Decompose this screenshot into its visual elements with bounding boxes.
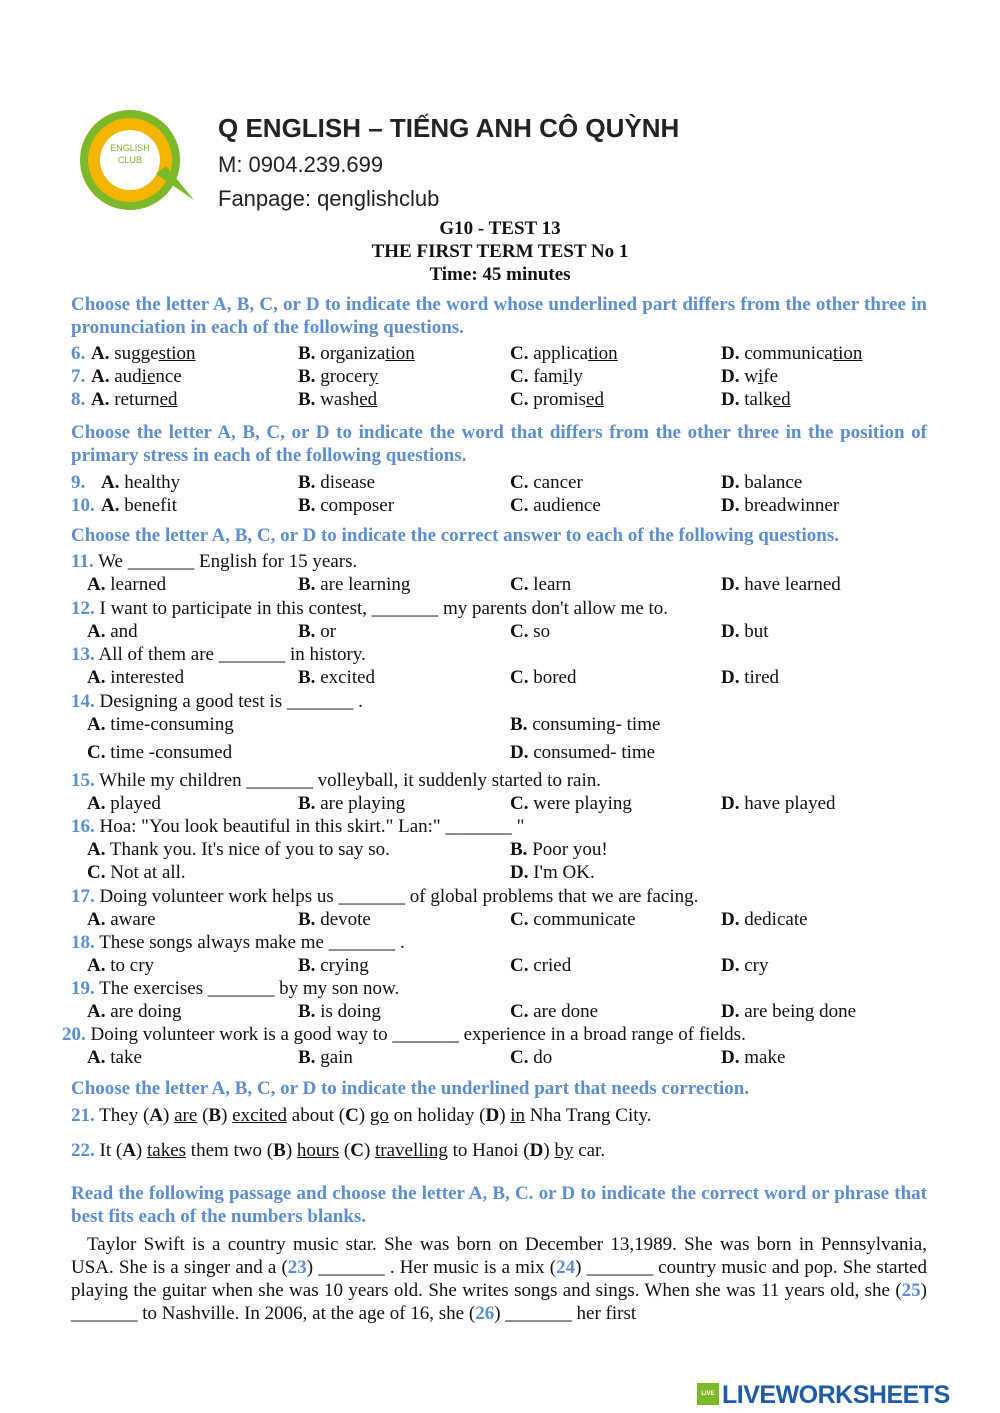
logo-text: ENGLISH CLUB xyxy=(110,143,150,165)
question-16-options-row1 xyxy=(0,839,1000,862)
option-d[interactable]: D. but xyxy=(721,621,769,642)
option-a[interactable]: A. suggestion xyxy=(91,343,196,364)
option-a[interactable]: A. learned xyxy=(87,574,167,595)
option-d[interactable]: D. cry xyxy=(721,955,769,976)
option-a[interactable]: A. returned xyxy=(91,389,178,410)
option-d[interactable]: D. breadwinner xyxy=(721,495,840,516)
question-16-options-row2 xyxy=(0,862,1000,885)
option-a[interactable]: A. Thank you. It's nice of you to say so. xyxy=(87,839,390,860)
question-9 xyxy=(0,472,1000,495)
question-7 xyxy=(0,366,1000,389)
option-b[interactable]: B. consuming- time xyxy=(510,714,661,735)
option-a[interactable]: A. interested xyxy=(87,667,185,688)
option-c[interactable]: C. are done xyxy=(510,1001,599,1022)
question-13-stem: 13. All of them are _______ in history. xyxy=(71,644,366,665)
live-badge-icon: LIVE xyxy=(697,1383,719,1405)
test-time: Time: 45 minutes xyxy=(429,264,571,285)
option-b[interactable]: B. grocery xyxy=(298,366,379,387)
option-c[interactable]: C. were playing xyxy=(510,793,632,814)
section-correction: Choose the letter A, B, C, or D to indicate the underlined part that needs correction. xyxy=(71,1078,750,1099)
test-code: G10 - TEST 13 xyxy=(439,218,561,239)
option-c[interactable]: C. learn xyxy=(510,574,572,595)
option-d[interactable]: D. wife xyxy=(721,366,779,387)
section-stress: Choose the letter A, B, C, or D to indicate the word that differs from the other three in the position of primary stress in each of the following questions. xyxy=(71,422,927,466)
option-a[interactable]: A. to cry xyxy=(87,955,155,976)
part-b[interactable]: hours xyxy=(296,1140,340,1161)
section-grammar: Choose the letter A, B, C, or D to indicate the correct answer to each of the following questions. xyxy=(71,525,839,546)
question-number: 10. xyxy=(71,495,95,516)
part-a[interactable]: are xyxy=(174,1105,198,1126)
option-a[interactable]: A. are doing xyxy=(87,1001,182,1022)
option-b[interactable]: B. devote xyxy=(298,909,371,930)
option-b[interactable]: B. is doing xyxy=(298,1001,381,1022)
question-18-stem: 18. These songs always make me _______ . xyxy=(71,932,405,953)
option-c[interactable]: C. communicate xyxy=(510,909,636,930)
question-14-options-row1 xyxy=(0,714,1000,737)
option-b[interactable]: B. composer xyxy=(298,495,395,516)
reading-passage: Taylor Swift is a country music star. She was born on December 13,1989. She was born in Pennsylvania, USA. She is a singer and a (23) _______ . Her music is a mix (24) _______ country music and pop. She started playing the guitar when she was 10 years old. She writes songs and sings. When she was 11 years old, she (25) _______ to Nashville. In 2006, at the age of 16, she (26) _______ her first xyxy=(71,1234,927,1324)
option-d[interactable]: D. communication xyxy=(721,343,863,364)
question-number: 9. xyxy=(71,472,86,493)
option-b[interactable]: B. disease xyxy=(298,472,376,493)
question-11-stem: 11. We _______ English for 15 years. xyxy=(71,551,358,572)
option-b[interactable]: B. organization xyxy=(298,343,415,364)
question-13-options xyxy=(0,667,1000,690)
option-b[interactable]: B. are learning xyxy=(298,574,411,595)
option-d[interactable]: D. I'm OK. xyxy=(510,862,595,883)
section-reading: Read the following passage and choose the letter A, B, C. or D to indicate the correct word or phrase that best fits each of the numbers blanks. xyxy=(71,1183,927,1227)
part-b[interactable]: excited xyxy=(232,1105,288,1126)
question-17-options xyxy=(0,909,1000,932)
option-c[interactable]: C. Not at all. xyxy=(87,862,186,883)
question-11-options xyxy=(0,574,1000,597)
option-c[interactable]: C. promised xyxy=(510,389,604,410)
test-name: THE FIRST TERM TEST No 1 xyxy=(371,241,629,262)
option-a[interactable]: A. played xyxy=(87,793,161,814)
question-16-stem: 16. Hoa: "You look beautiful in this skirt." Lan:" _______ " xyxy=(71,816,525,837)
part-a[interactable]: takes xyxy=(147,1140,187,1161)
question-21: 21. They (A) are (B) excited about (C) go on holiday (D) in Nha Trang City. xyxy=(71,1105,652,1126)
option-d[interactable]: D. have learned xyxy=(721,574,841,595)
section-pronunciation: Choose the letter A, B, C, or D to indicate the word whose underlined part differs from the other three in pronunciation in each of the following questions. xyxy=(71,294,927,338)
question-19-stem: 19. The exercises _______ by my son now. xyxy=(71,978,400,999)
question-15-stem: 15. While my children _______ volleyball, it suddenly started to rain. xyxy=(71,770,601,791)
option-d[interactable]: D. consumed- time xyxy=(510,742,656,763)
question-12-stem: 12. I want to participate in this contest, _______ my parents don't allow me to. xyxy=(71,598,669,619)
option-c[interactable]: C. time -consumed xyxy=(87,742,233,763)
question-8 xyxy=(0,389,1000,412)
question-10 xyxy=(0,495,1000,518)
option-c[interactable]: C. cancer xyxy=(510,472,583,493)
question-number: 8. xyxy=(71,389,86,410)
option-b[interactable]: B. crying xyxy=(298,955,369,976)
option-c[interactable]: C. so xyxy=(510,621,551,642)
liveworksheets-text: LIVEWORKSHEETS xyxy=(722,1381,950,1409)
option-a[interactable]: A. healthy xyxy=(101,472,181,493)
logo xyxy=(78,104,196,216)
question-17-stem: 17. Doing volunteer work helps us _______ of global problems that we are facing. xyxy=(71,886,699,907)
part-d[interactable]: by xyxy=(554,1140,574,1161)
option-c[interactable]: C. bored xyxy=(510,667,577,688)
option-a[interactable]: A. benefit xyxy=(101,495,177,516)
brand-fanpage: Fanpage: qenglishclub xyxy=(218,186,440,211)
option-d[interactable]: D. balance xyxy=(721,472,803,493)
option-d[interactable]: D. have played xyxy=(721,793,836,814)
question-22: 22. It (A) takes them two (B) hours (C) travelling to Hanoi (D) by car. xyxy=(71,1140,606,1161)
part-c[interactable]: go xyxy=(369,1105,389,1126)
option-a[interactable]: A. and xyxy=(87,621,138,642)
option-d[interactable]: D. tired xyxy=(721,667,780,688)
option-d[interactable]: D. make xyxy=(721,1047,786,1068)
option-b[interactable]: B. are playing xyxy=(298,793,406,814)
option-a[interactable]: A. aware xyxy=(87,909,156,930)
option-b[interactable]: B. washed xyxy=(298,389,378,410)
question-12-options xyxy=(0,621,1000,644)
option-b[interactable]: B. Poor you! xyxy=(510,839,608,860)
option-d[interactable]: D. dedicate xyxy=(721,909,808,930)
option-b[interactable]: B. or xyxy=(298,621,337,642)
brand-title: Q ENGLISH – TIẾNG ANH CÔ QUỲNH xyxy=(218,113,680,143)
question-number: 7. xyxy=(71,366,86,387)
question-14-stem: 14. Designing a good test is _______ . xyxy=(71,691,363,712)
question-number: 6. xyxy=(71,343,86,364)
option-d[interactable]: D. are being done xyxy=(721,1001,857,1022)
option-c[interactable]: C. do xyxy=(510,1047,553,1068)
question-6 xyxy=(0,343,1000,366)
option-c[interactable]: C. cried xyxy=(510,955,572,976)
option-a[interactable]: A. take xyxy=(87,1047,142,1068)
option-a[interactable]: A. time-consuming xyxy=(87,714,234,735)
part-d[interactable]: in xyxy=(510,1105,526,1126)
option-c[interactable]: C. application xyxy=(510,343,618,364)
option-b[interactable]: B. excited xyxy=(298,667,376,688)
option-c[interactable]: C. audience xyxy=(510,495,601,516)
option-d[interactable]: D. talked xyxy=(721,389,791,410)
question-20-options xyxy=(0,1047,1000,1070)
part-c[interactable]: travelling xyxy=(375,1140,448,1161)
option-b[interactable]: B. gain xyxy=(298,1047,353,1068)
option-c[interactable]: C. family xyxy=(510,366,583,387)
question-18-options xyxy=(0,955,1000,978)
question-20-stem: 20. Doing volunteer work is a good way to _______ experience in a broad range of fields. xyxy=(62,1024,746,1045)
option-a[interactable]: A. audience xyxy=(91,366,182,387)
question-14-options-row2 xyxy=(0,742,1000,765)
brand-phone: M: 0904.239.699 xyxy=(218,152,384,177)
question-15-options xyxy=(0,793,1000,816)
question-19-options xyxy=(0,1001,1000,1024)
